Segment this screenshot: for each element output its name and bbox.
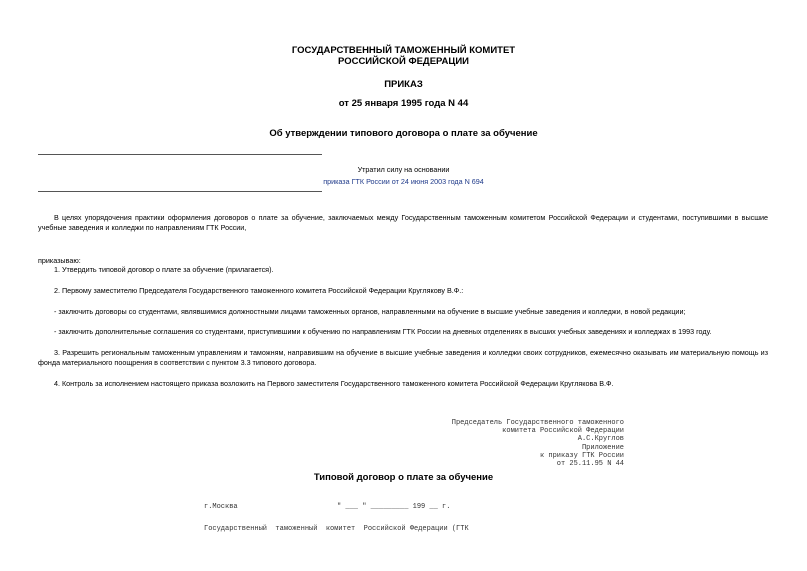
appendix-line1: Приложение <box>581 444 624 452</box>
doc-title: Об утверждении типового договора о плате за обучение <box>269 128 538 139</box>
divider-bottom <box>38 191 322 192</box>
intro-paragraph: В целях упорядочения практики оформления договоров о плате за обучение, заключаемых между Государственным таможенным комитетом Российской Федерации и студентами, поступившими в высшие учебные заведения и колледжи по направлениям ГТК России, <box>38 213 768 232</box>
doc-type: ПРИКАЗ <box>384 79 423 90</box>
item-3: 3. Разрешить региональным таможенным управлениям и таможням, направившим на обучение в высшие учебные заведения и колледжи своих сотрудников, ежемесячно оказывать им материальную помощь из фонда материального поощрения в соответствии с пунктом 3.3 типового договора. <box>38 348 768 367</box>
item-4: 4. Контроль за исполнением настоящего приказа возложить на Первого заместителя Государственного таможенного комитета Российской Федерации Круглякова В.Ф. <box>54 379 614 388</box>
signature-line1: Председатель Государственного таможенного <box>451 419 624 427</box>
appendix-line3: от 25.11.95 N 44 <box>556 460 624 468</box>
appendix-line2: к приказу ГТК России <box>539 452 624 460</box>
item-2b: - заключить дополнительные соглашения со студентами, приступившими к обучению по направлениям ГТК России на дневных отделениях в высших учебных заведениях и колледжах в 1993 году. <box>54 327 712 336</box>
item-1: 1. Утвердить типовой договор о плате за обучение (прилагается). <box>54 265 274 274</box>
status-note-link[interactable]: приказа ГТК России от 24 июня 2003 года N 694 <box>323 177 484 186</box>
contract-title: Типовой договор о плате за обучение <box>313 472 494 483</box>
doc-date-number: от 25 января 1995 года N 44 <box>338 98 469 109</box>
item-2: 2. Первому заместителю Председателя Государственного таможенного комитета Российской Федерации Круглякову В.Ф.: <box>54 286 464 295</box>
item-2a: - заключить договоры со студентами, являвшимися должностными лицами таможенных органов, направленными на обучение в высшие учебные заведения и колледжи, в новой редакции; <box>54 307 686 316</box>
org-name-line2: РОССИЙСКОЙ ФЕДЕРАЦИИ <box>337 56 469 67</box>
status-note-text: Утратил силу на основании <box>357 165 450 174</box>
order-word: приказываю: <box>38 256 81 265</box>
signature-line2: комитета Российской Федерации <box>502 427 624 435</box>
contract-first-line: Государственный таможенный комитет Российской Федерации (ГТК <box>204 525 469 533</box>
contract-date-blank: " ___ " _________ 199 __ г. <box>337 503 451 511</box>
signature-name: А.С.Круглов <box>577 435 624 443</box>
contract-city: г.Москва <box>204 503 238 511</box>
divider-top <box>38 154 322 155</box>
org-name-line1: ГОСУДАРСТВЕННЫЙ ТАМОЖЕННЫЙ КОМИТЕТ <box>291 45 516 56</box>
